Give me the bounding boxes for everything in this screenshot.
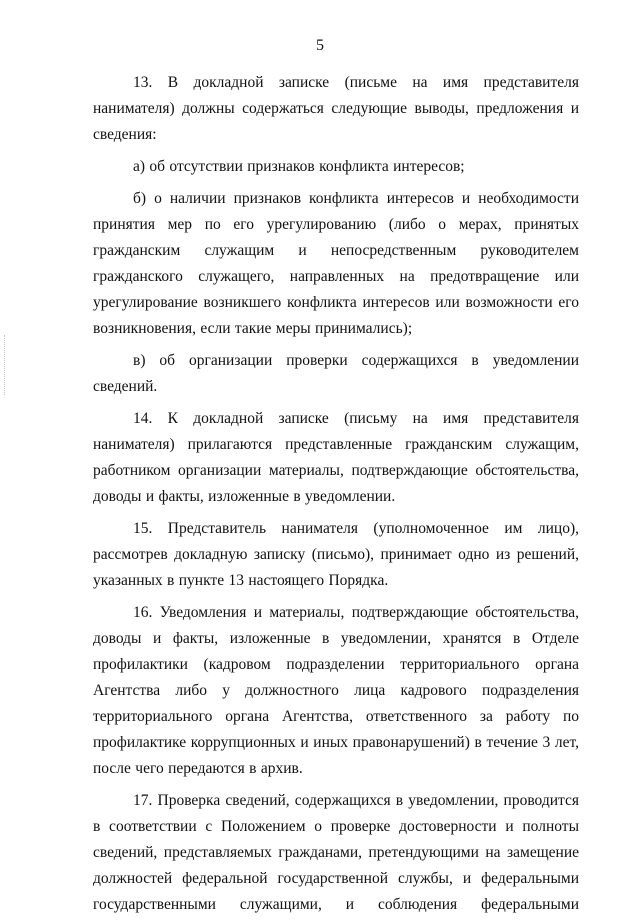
document-body [93, 70, 579, 924]
paragraph-14: 14. К докладной записке (письму на имя представителя нанимателя) прилагаются представленные гражданским служащим, работником организации материалы, подтверждающие обстоятельства, доводы и факты, изложенные в уведомлении. [93, 410, 579, 505]
paragraph-17: 17. Проверка сведений, содержащихся в уведомлении, проводится в соответствии с Положением о проверке достоверности и полноты сведений, представляемых гражданами, претендующими на замещение должностей федеральной государственной службы, и федеральными государственными служащими, и соблюдения федеральными [93, 792, 579, 913]
paragraph-15: 15. Представитель нанимателя (уполномоченное им лицо), рассмотрев докладную записку (письмо), принимает одно из решений, указанных в пункте 13 настоящего Порядка. [93, 520, 579, 589]
paragraph-13: 13. В докладной записке (письме на имя представителя нанимателя) должны содержаться следующие выводы, предложения и сведения: [93, 74, 579, 143]
paragraph-16: 16. Уведомления и материалы, подтверждающие обстоятельства, доводы и факты, изложенные в уведомлении, хранятся в Отделе профилактики (кадровом подразделении территориального органа Агентства либо у должностного лица кадрового подразделения территориального органа Агентства, ответственного за работу по профилактике коррупционных и иных правонарушений) в течение 3 лет, после чего передаются в архив. [93, 604, 579, 777]
paragraph-13-v: в) об организации проверки содержащихся в уведомлении сведений. [93, 352, 579, 395]
scan-margin-mark [4, 335, 6, 395]
paragraph-13-b: б) о наличии признаков конфликта интересов и необходимости принятия мер по его урегулированию (либо о мерах, принятых гражданским служащим и непосредственным руководителем гражданского служащего, направленных на предотвращение или урегулирование возникшего конфликта интересов или возможности его возникновения, если такие меры принимались); [93, 190, 579, 337]
paragraph-13-a: а) об отсутствии признаков конфликта интересов; [133, 158, 465, 175]
page-number: 5 [316, 37, 324, 54]
